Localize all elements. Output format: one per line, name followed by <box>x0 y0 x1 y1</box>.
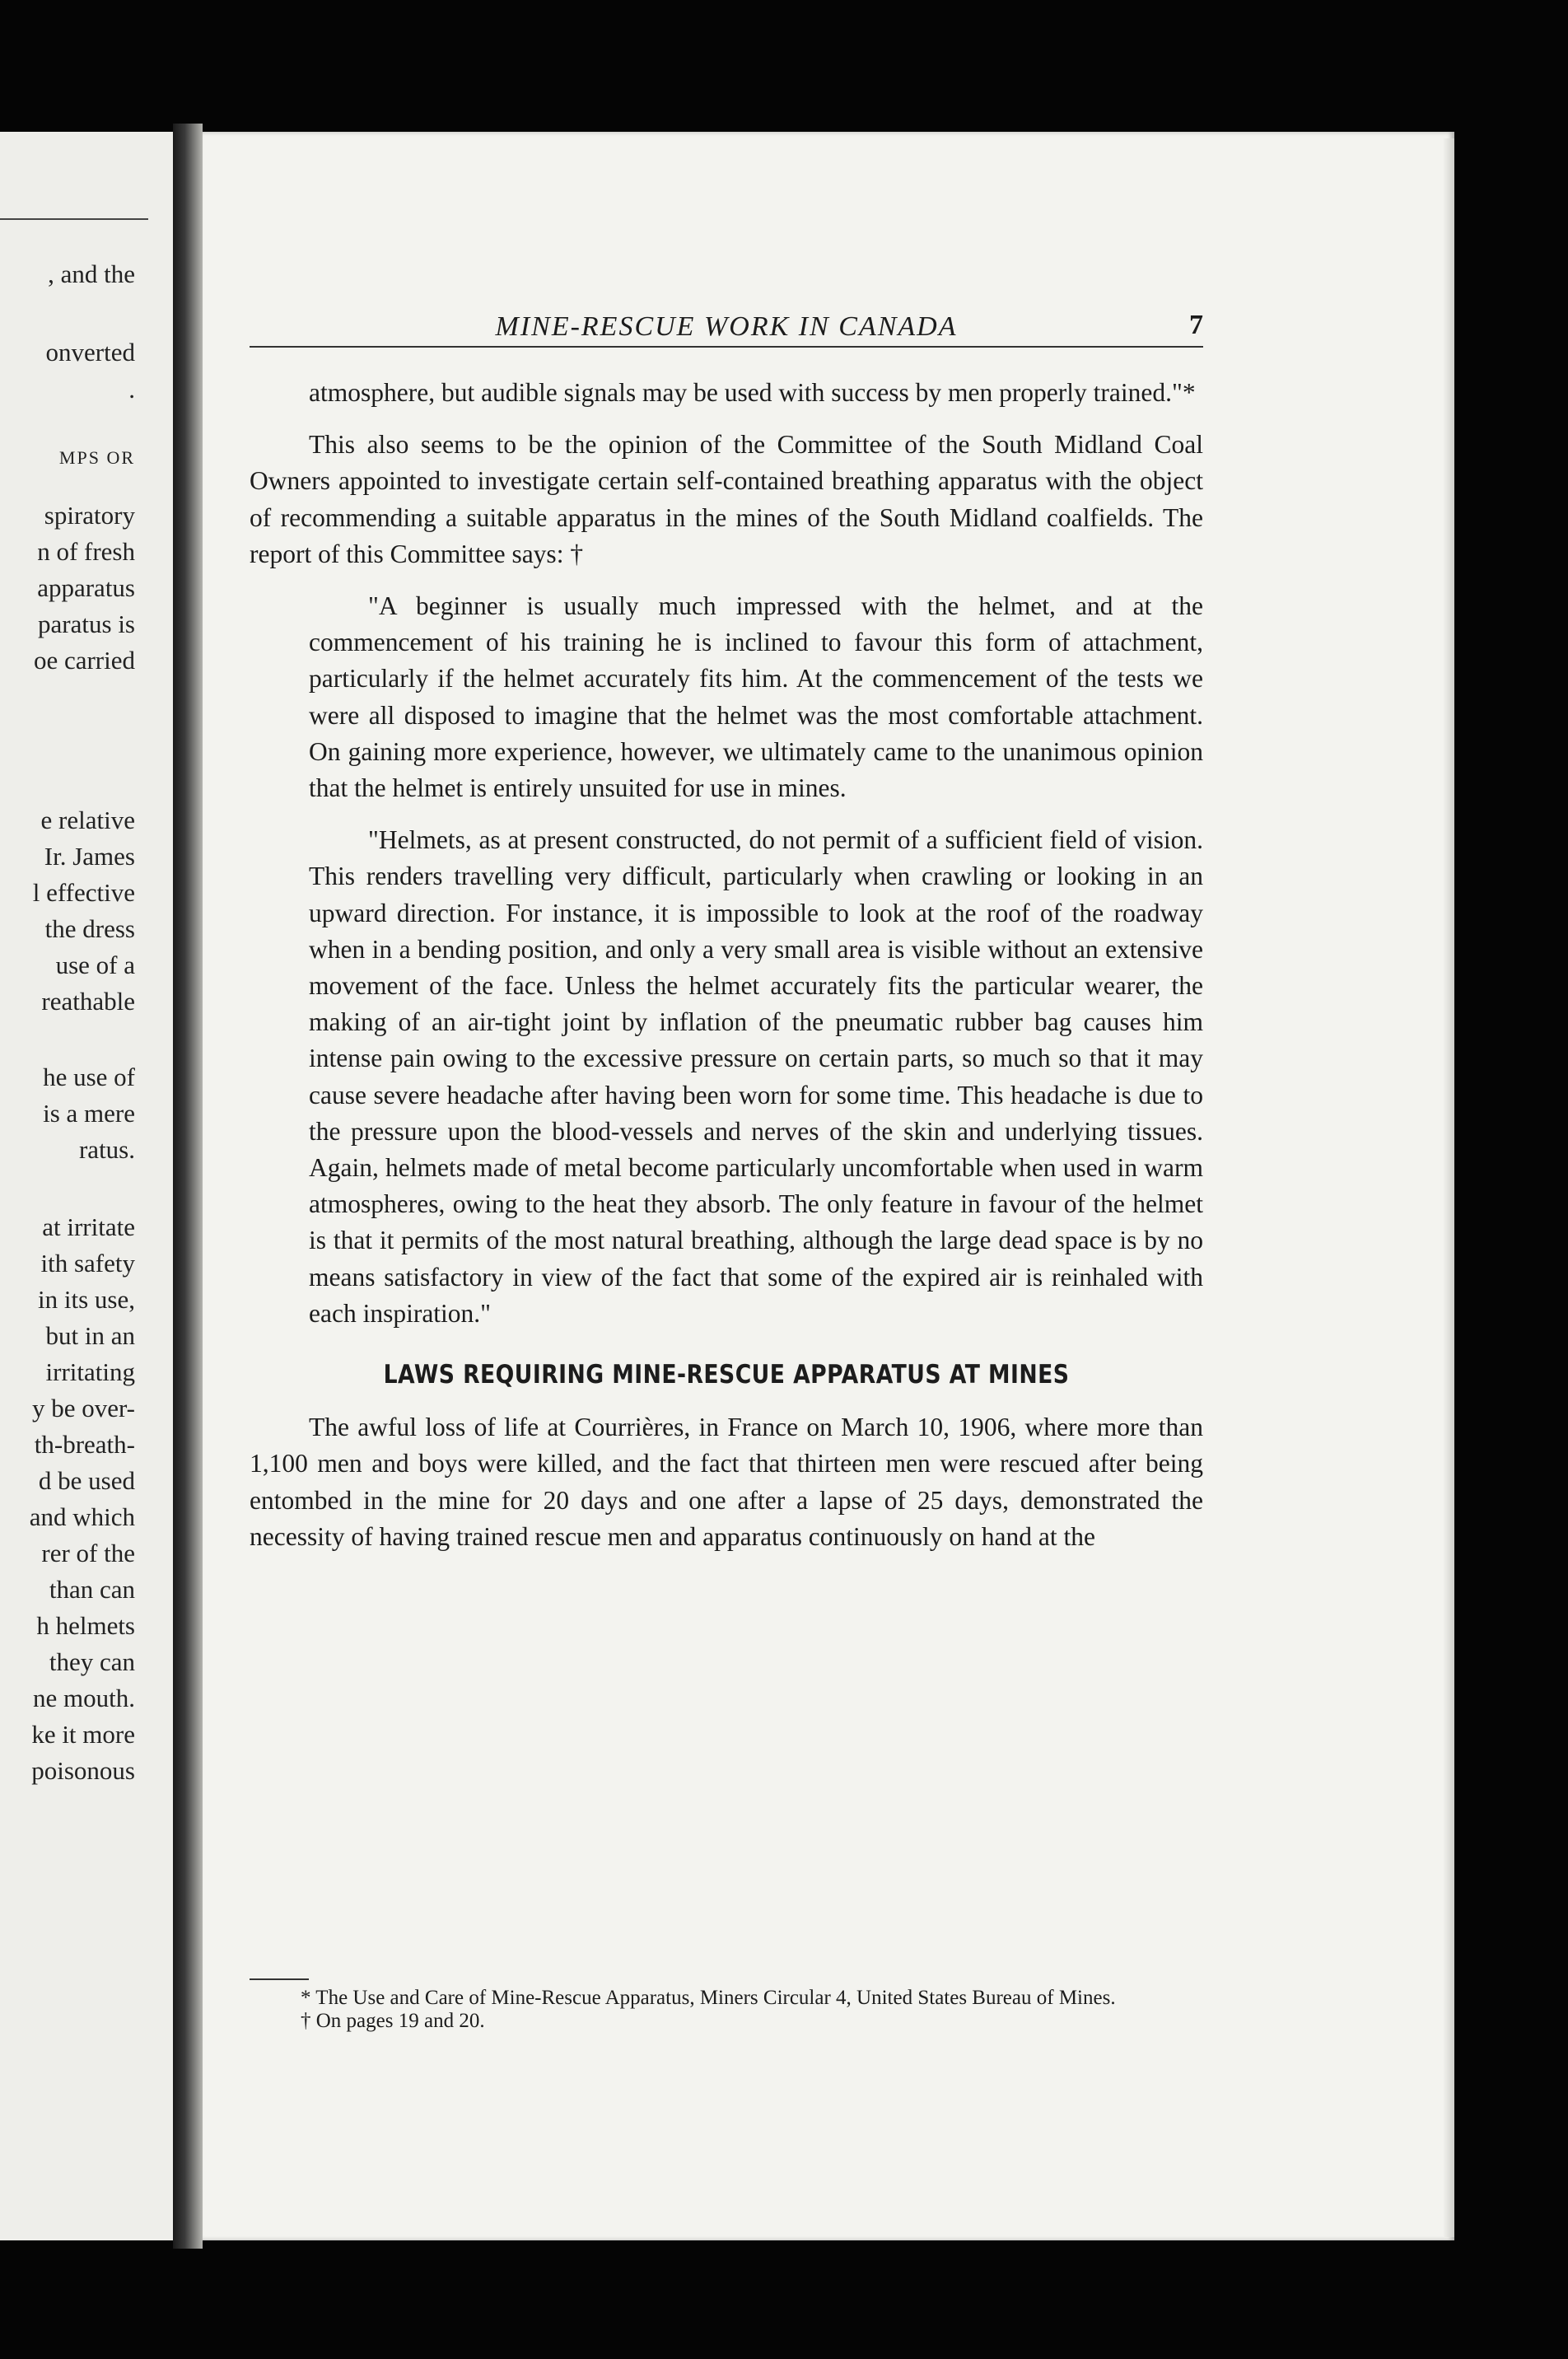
adjacent-page-line: use of a <box>55 951 135 979</box>
adjacent-page-line: spiratory <box>44 501 135 530</box>
adjacent-page-line: y be over- <box>31 1394 135 1422</box>
adjacent-page-line: onverted <box>45 338 135 367</box>
adjacent-page-line: the dress <box>44 914 135 943</box>
adjacent-page-rule <box>0 218 148 220</box>
adjacent-page-line: ratus. <box>78 1135 135 1164</box>
adjacent-page-line: rer of the <box>41 1539 135 1567</box>
adjacent-page-line: . <box>128 375 135 404</box>
adjacent-page-line: ke it more <box>31 1720 135 1749</box>
book-page <box>203 132 1454 2240</box>
adjacent-page-line: e relative <box>40 806 135 834</box>
adjacent-page-line: is a mere <box>43 1099 135 1128</box>
adjacent-page-line: irritating <box>45 1357 135 1386</box>
adjacent-page-line: h helmets <box>36 1611 135 1640</box>
adjacent-page-line: reathable <box>41 987 135 1016</box>
adjacent-page-line: , and the <box>48 259 135 288</box>
footnote: † On pages 19 and 20. <box>301 2010 485 2032</box>
adjacent-page-line: he use of <box>43 1063 135 1091</box>
book-spine-shadow <box>173 124 203 2249</box>
page-number: 7 <box>1189 310 1203 340</box>
adjacent-page-line: and which <box>29 1502 135 1531</box>
adjacent-page-line: poisonous <box>31 1756 135 1785</box>
adjacent-page-line: d be used <box>38 1466 135 1495</box>
page-edge-shadow <box>1443 138 1454 2237</box>
paragraph: atmosphere, but audible signals may be used with success by men properly trained."* <box>309 378 1196 407</box>
adjacent-page-line: than can <box>49 1575 135 1604</box>
adjacent-page-line: but in an <box>45 1321 135 1350</box>
footnote-rule <box>250 1978 309 1980</box>
running-title: MINE-RESCUE WORK IN CANADA <box>495 311 958 342</box>
adjacent-page-line: paratus is <box>38 610 135 638</box>
adjacent-page-line: in its use, <box>38 1285 135 1314</box>
block-quote-paragraph: "Helmets, as at present constructed, do not permit of a sufficient field of vision. This renders travelling very difficult, particularly when crawling or looking in an upward direction. For instance, it is impossible to look at the roof of the roadway when in a bending position, and only a very small area is visible without an extensive movement of the face. Unless the helmet accurately fits the particular wearer, the making of an air-tight joint by inflation of the pneumatic rubber bag causes him intense pain owing to the excessive pressure on certain parts, so much so that it may cause severe headache after having been worn for some time. This headache is due to the pressure upon the blood-vessels and nerves of the skin and underlying tissues. Again, helmets made of metal become particularly uncomfortable when used in warm atmospheres, owing to the heat they absorb. The only feature in favour of the helmet is that it permits of the most natural breathing, although the large dead space is by no means satisfactory in view of the fact that some of the expired air is reinhaled with each inspiration." <box>309 825 1203 1328</box>
adjacent-page-line: they can <box>49 1647 135 1676</box>
adjacent-page-line: th-breath- <box>34 1430 135 1459</box>
paragraph: This also seems to be the opinion of the Committee of the South Midland Coal Owners appointed to investigate certain self-contained breathing apparatus with the object of recommending a suitable apparatus in the mines of the South Midland coalfields. The report of this Committee says: † <box>250 430 1203 568</box>
adjacent-page-line: l effective <box>32 878 135 907</box>
running-header <box>250 305 1203 348</box>
adjacent-page-fragment <box>0 132 173 2240</box>
paragraph: The awful loss of life at Courrières, in France on March 10, 1906, where more than 1,100 men and boys were killed, and the fact that thirteen men were rescued after being entombed in the mine for 20 days and one after a lapse of 25 days, demonstrated the necessity of having trained rescue men and apparatus continuously on hand at the <box>250 1413 1203 1551</box>
adjacent-page-line: MPS OR <box>58 447 135 468</box>
adjacent-page-line: at irritate <box>42 1212 135 1241</box>
footnote: * The Use and Care of Mine-Rescue Apparatus, Miners Circular 4, United States Bureau of Mines. <box>301 1987 1116 2009</box>
block-quote-paragraph: "A beginner is usually much impressed with the helmet, and at the commencement of his training he is inclined to favour this form of attachment, particularly if the helmet accurately fits him. At the commencement of the tests we were all disposed to imagine that the helmet was the most comfortable attachment. On gaining more experience, however, we ultimately came to the unanimous opinion that the helmet is entirely unsuited for use in mines. <box>309 591 1203 803</box>
adjacent-page-line: oe carried <box>33 646 135 675</box>
page-body <box>250 375 1203 1555</box>
adjacent-page-line: ith safety <box>40 1249 135 1278</box>
adjacent-page-line: n of fresh <box>37 537 135 566</box>
adjacent-page-line: apparatus <box>37 573 135 602</box>
section-heading: LAWS REQUIRING MINE-RESCUE APPARATUS AT MINES <box>383 1360 1070 1390</box>
footnotes <box>250 1978 1203 2033</box>
adjacent-page-line: ne mouth. <box>33 1684 135 1712</box>
adjacent-page-line: Ir. James <box>44 842 135 871</box>
